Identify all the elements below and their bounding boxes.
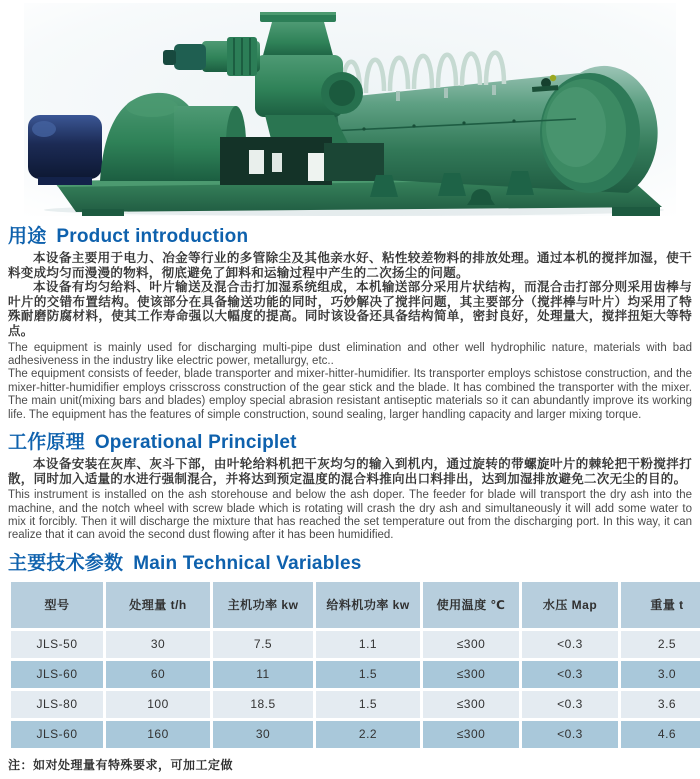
- specs-title-en: Main Technical Variables: [133, 552, 362, 574]
- table-header-row: [11, 582, 700, 628]
- table-row: JLS-60 60 11 1.5 ≤300 <0.3 3.0: [11, 661, 700, 688]
- product-photo: [24, 3, 676, 216]
- header-temperature: 使用温度 ℃: [423, 582, 519, 628]
- table-footnote: 注：如对处理量有特殊要求，可加工定做: [8, 757, 234, 772]
- table-row: JLS-80 100 18.5 1.5 ≤300 <0.3 3.6: [11, 691, 700, 718]
- intro-chinese-text: [8, 251, 692, 339]
- intro-english-text: [8, 342, 692, 422]
- principle-zh-paragraph: 本设备安装在灰库、灰斗下部，由叶轮给料机把干灰均匀的输入到机内，通过旋转的带螺旋叶片的棘轮把干粉搅拌打散，同时加入适量的水进行强制混合，并将达到预定温度的混合料推向出口料排出，达到加湿排放避免二次无尘的目的。: [8, 457, 692, 486]
- intro-zh-paragraph-2: 本设备有均匀给料、叶片输送及混合击打加湿系统组成，本机输送部分采用片状结构，而混合击打部分则采用齿棒与叶片的交错布置结构。使该部分在具备输送功能的同时，巧妙解决了搅拌问题，其主要部分（搅拌棒与叶片）均采用了特殊耐磨防腐材料，使其工作寿命强以大幅度的提高。同时该设备还具备结构简单，密封良好，处理量大，搅拌扭矩大等特点。: [8, 280, 692, 338]
- header-model: 型号: [11, 582, 103, 628]
- principle-en-paragraph: This instrument is installed on the ash storehouse and below the ash doper. The feeder for blade will transport the dry ash into the machine, and the notch wheel with screw blade which is rotating will crash the dry ash and simultaneously it will add some water to mix it forcibly. Then it will discharge the mixture that has reached the set temperature out from the discharging port. In this way, it can realize that it can avoid the second dust flowing after it has been humidified.: [8, 489, 692, 542]
- principle-title-zh: 工作原理: [8, 432, 85, 453]
- header-feeder-power: 给料机功率 kw: [316, 582, 420, 628]
- header-capacity: 处理量 t/h: [106, 582, 210, 628]
- principle-english-text: [8, 489, 692, 543]
- cell-model: JLS-50: [11, 631, 103, 658]
- intro-zh-paragraph-1: 本设备主要用于电力、冶金等行业的多管除尘及其他亲水好、粘性较差物料的排放处理。通过本机的搅拌加湿，使干料变成均匀而漫漫的物料，彻底避免了卸料和运输过程中产生的二次扬尘的问题。: [8, 251, 692, 280]
- specs-title-zh: 主要技术参数: [8, 552, 124, 574]
- catalog-page: [0, 3, 700, 779]
- intro-title-zh: 用途: [8, 226, 47, 247]
- principle-chinese-text: [8, 457, 692, 486]
- intro-en-paragraph-1: The equipment is mainly used for discharging multi-pipe dust elimination and other well hydrophilic nature, materials with bad adhesiveness in the industry like electric power, metallurgy, etc..: [8, 341, 692, 367]
- machine-illustration: [24, 3, 676, 216]
- under-carriage: [220, 137, 384, 185]
- cell-model: JLS-80: [11, 691, 103, 718]
- header-water-pressure: 水压 Map: [522, 582, 618, 628]
- specs-section-title: [8, 552, 692, 575]
- intro-en-paragraph-2: The equipment consists of feeder, blade transporter and mixer-hitter-humidifier. Its transporter employs schistose construction, and the mixer-hitter-humidifier employs crisscross construction of the gear stick and the blade. It has combined the transporter with the mixer. The main unit(mixing bars and blades) employ special abrasion resistant antiseptic materials so it can abundantly improve its working life. The equipment has the features of simple construction, sound sealing, larger handling capacity and larger mixing torque.: [8, 368, 692, 421]
- table-row: JLS-50 30 7.5 1.1 ≤300 <0.3 2.5: [11, 631, 700, 658]
- cell-model: JLS-60: [11, 721, 103, 748]
- intro-title-en: Product introduction: [56, 226, 249, 247]
- principle-title-en: Operational Principlet: [94, 432, 297, 453]
- drive-motor: [28, 115, 102, 185]
- header-main-power: 主机功率 kw: [213, 582, 313, 628]
- principle-section-title: [8, 431, 692, 454]
- table-row: JLS-60 160 30 2.2 ≤300 <0.3 4.6: [11, 721, 700, 748]
- cell-model: JLS-60: [11, 661, 103, 688]
- technical-variables-table: [8, 579, 700, 751]
- header-weight: 重量 t: [621, 582, 700, 628]
- intro-section-title: [8, 225, 692, 248]
